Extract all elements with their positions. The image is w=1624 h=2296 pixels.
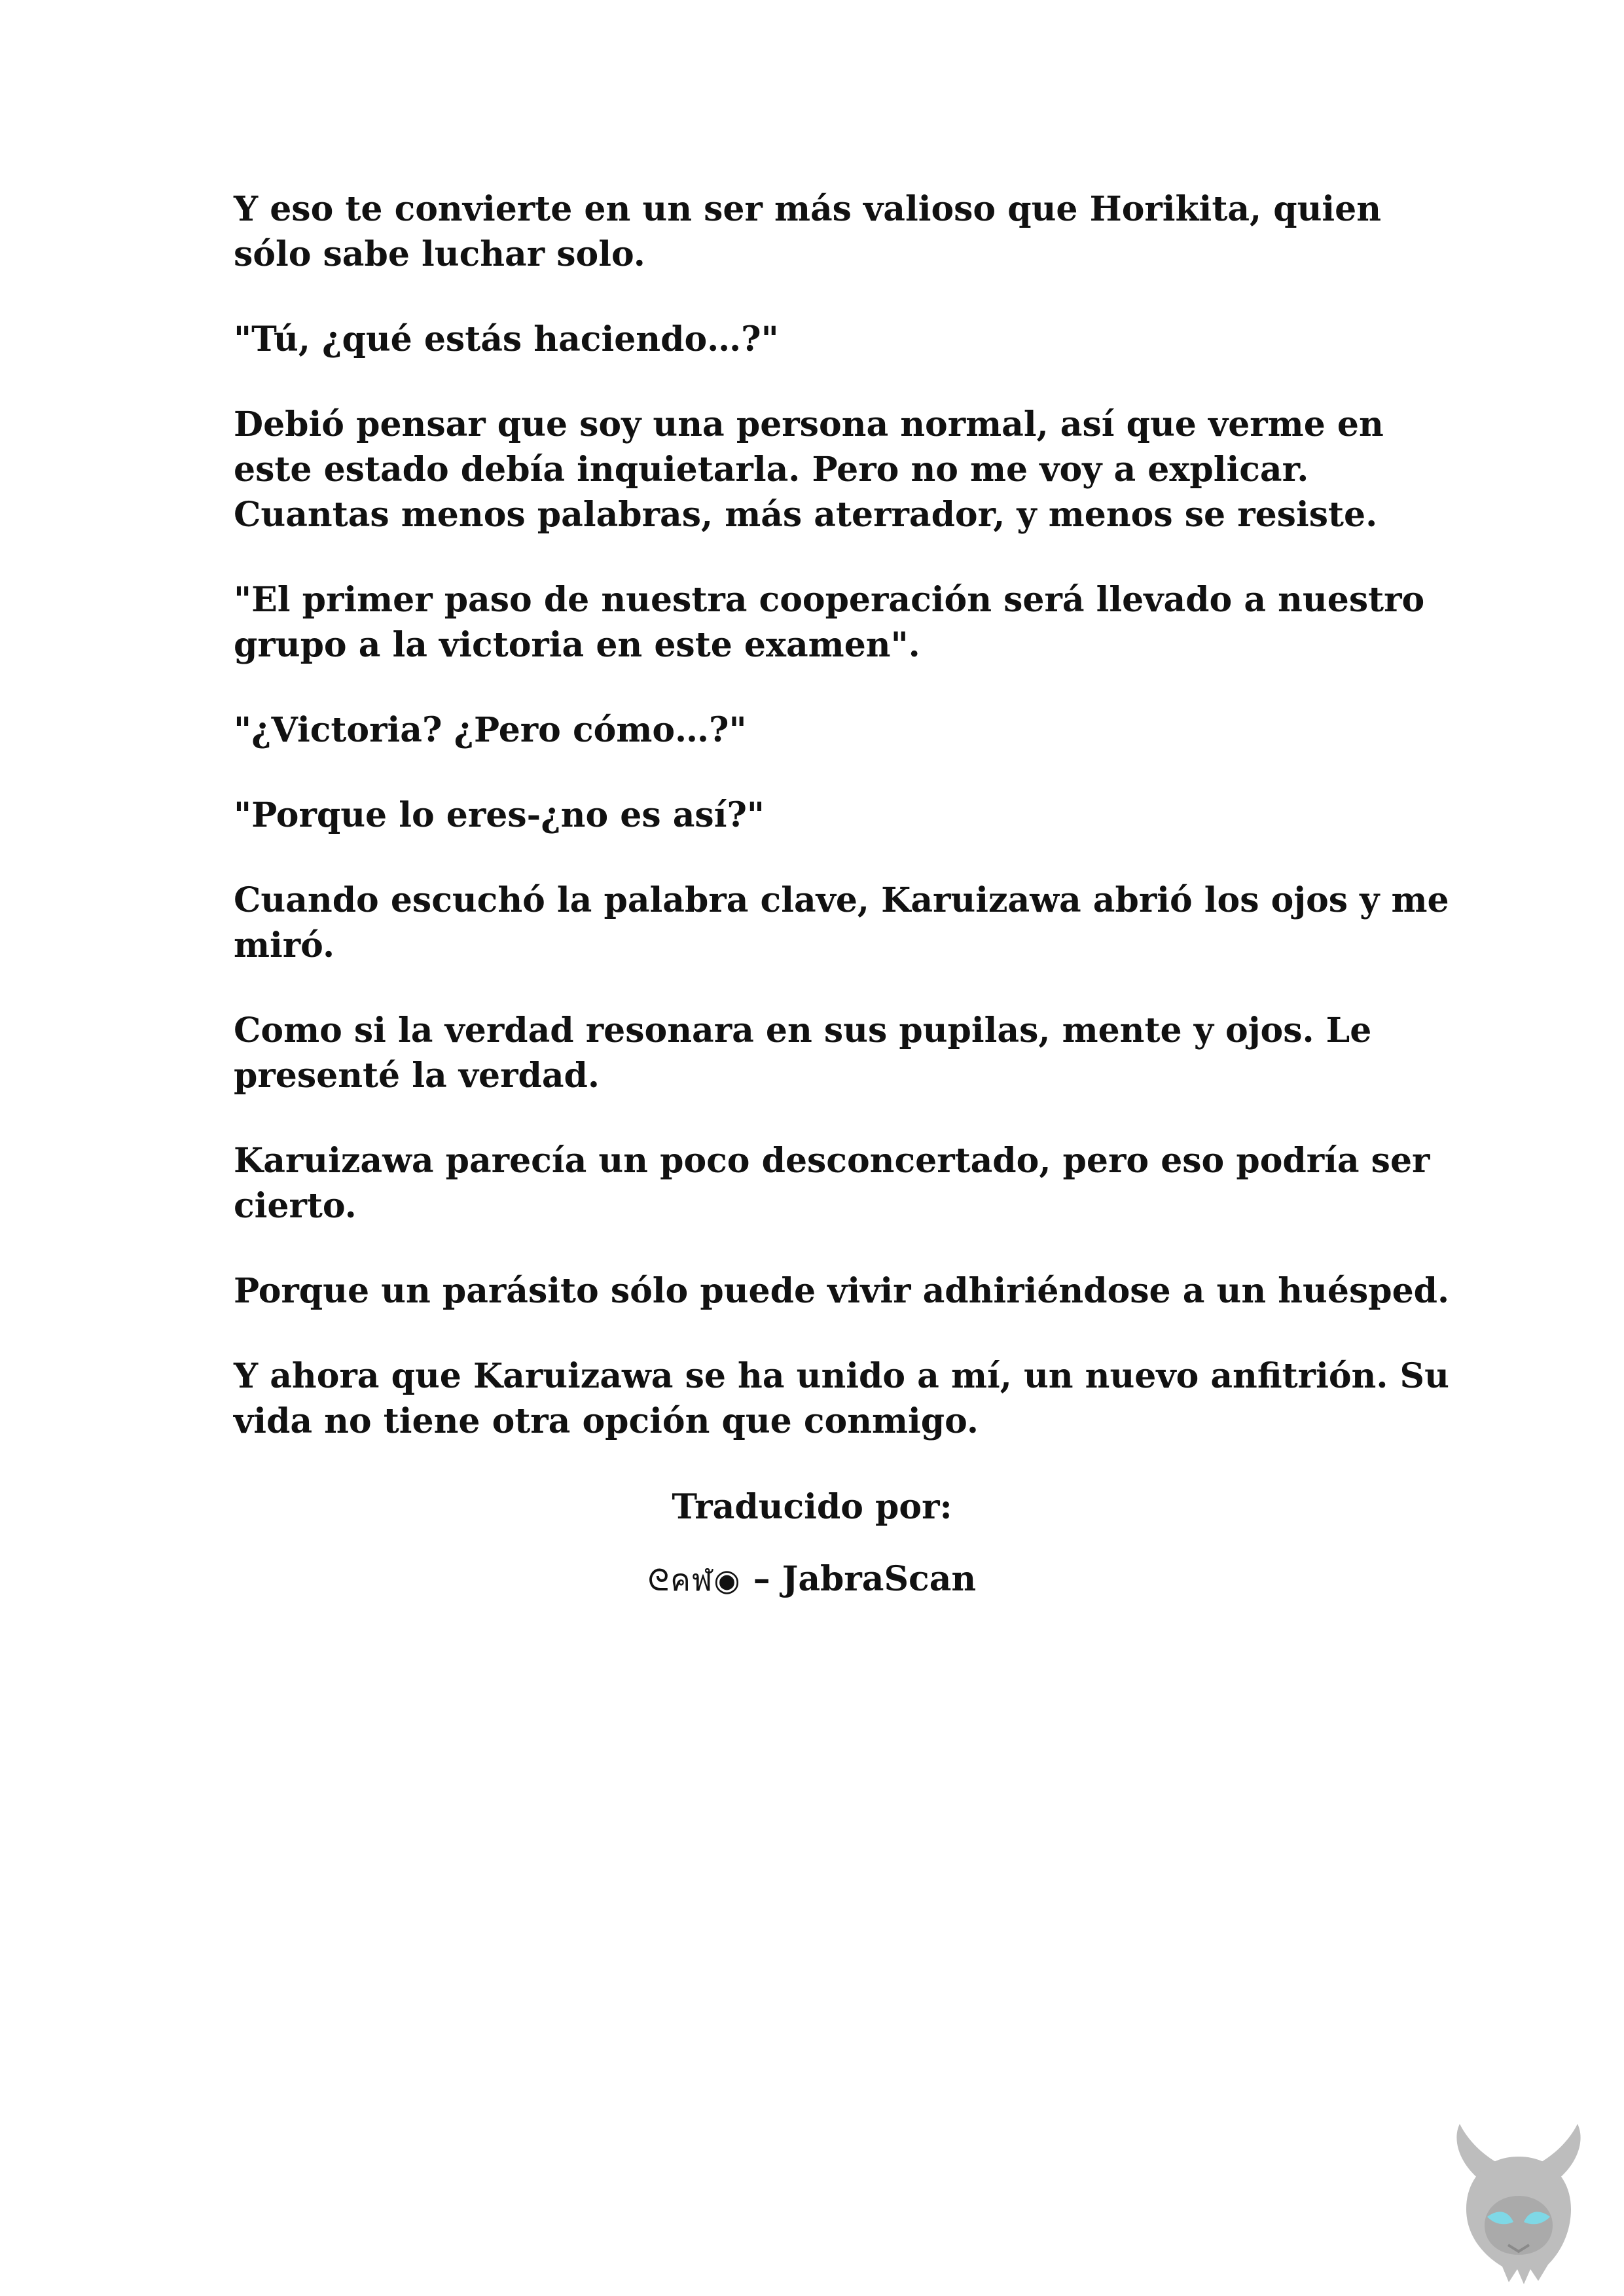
paragraph: Debió pensar que soy una persona normal, así que verme en este estado debía inquietarla. Pero no me voy a explicar. Cuantas menos palabras, más aterrador, y menos se resiste. [234, 404, 1384, 535]
credits-names [0, 1556, 1624, 1603]
paragraph: Como si la verdad resonara en sus pupilas, mente y ojos. Le presenté la verdad. [234, 1011, 1372, 1096]
paragraph: Y ahora que Karuizawa se ha unido a mí, un nuevo anfitrión. Su vida no tiene otra opción que conmigo. [234, 1356, 1449, 1441]
translator-handle: ᘓคฬ◉ [647, 1562, 742, 1598]
credits [0, 1484, 1624, 1630]
body-text [234, 187, 1451, 1484]
paragraph: "Tú, ¿qué estás haciendo…?" [234, 319, 779, 359]
paragraph: Porque un parásito sólo puede vivir adhiriéndose a un huésped. [234, 1271, 1450, 1311]
paragraph: Cuando escuchó la palabra clave, Karuizawa abrió los ojos y me miró. [234, 880, 1449, 965]
paragraph: Y eso te convierte en un ser más valioso que Horikita, quien sólo sabe luchar solo. [234, 189, 1382, 274]
credits-heading: Traducido por: [672, 1487, 952, 1527]
paragraph: "¿Victoria? ¿Pero cómo…?" [234, 710, 747, 750]
credits-name-line [648, 1556, 976, 1603]
paragraph: Karuizawa parecía un poco desconcertado, pero eso podría ser cierto. [234, 1141, 1430, 1226]
group-name: JabraScan [782, 1559, 977, 1599]
paragraph: "El primer paso de nuestra cooperación será llevado a nuestro grupo a la victoria en este examen". [234, 580, 1425, 665]
horned-demon-head-logo [1440, 2117, 1597, 2287]
paragraph: "Porque lo eres-¿no es así?" [234, 795, 765, 835]
credits-separator: – [741, 1559, 782, 1599]
